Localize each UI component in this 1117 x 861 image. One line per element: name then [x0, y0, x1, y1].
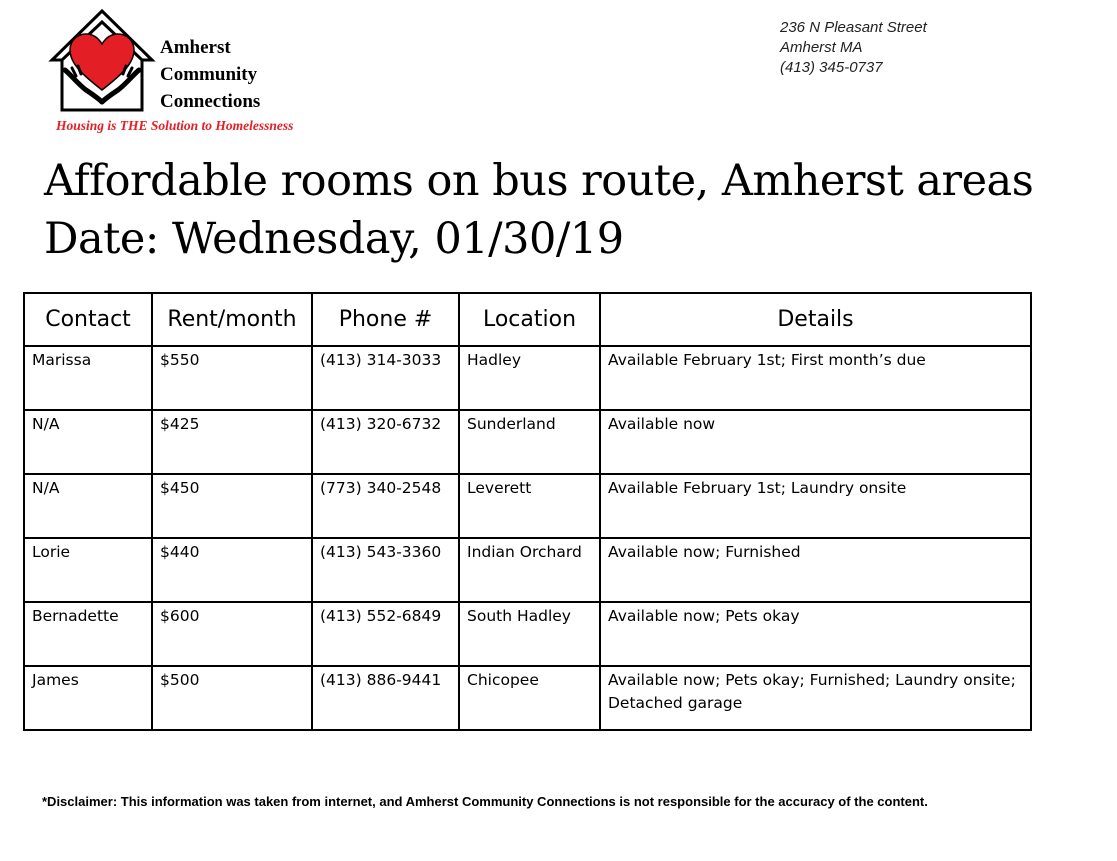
cell-contact: N/A: [24, 410, 152, 474]
cell-location: Indian Orchard: [459, 538, 600, 602]
cell-phone: (413) 320-6732: [312, 410, 459, 474]
cell-phone: (413) 552-6849: [312, 602, 459, 666]
address-street: 236 N Pleasant Street: [780, 19, 927, 36]
cell-contact: Lorie: [24, 538, 152, 602]
cell-rent: $425: [152, 410, 312, 474]
title-line-heading: Affordable rooms on bus route, Amherst areas: [44, 156, 1034, 206]
logo-name-line: Community: [160, 64, 258, 85]
cell-rent: $500: [152, 666, 312, 730]
listings-table: [23, 292, 1032, 731]
cell-phone: (773) 340-2548: [312, 474, 459, 538]
cell-details: Available February 1st; First month’s due: [600, 346, 1031, 410]
page-title: [44, 152, 1033, 268]
column-header-rent: Rent/month: [152, 293, 312, 346]
column-header-details: Details: [600, 293, 1031, 346]
table-row: [24, 474, 1031, 538]
cell-location: Hadley: [459, 346, 600, 410]
cell-location: Leverett: [459, 474, 600, 538]
column-header-contact: Contact: [24, 293, 152, 346]
cell-contact: N/A: [24, 474, 152, 538]
logo-wordmark: [160, 34, 260, 115]
cell-rent: $550: [152, 346, 312, 410]
cell-phone: (413) 314-3033: [312, 346, 459, 410]
organization-logo: [48, 8, 348, 138]
contact-address: [780, 18, 927, 78]
cell-contact: James: [24, 666, 152, 730]
title-line-date: Date: Wednesday, 01/30/19: [44, 214, 624, 264]
table-row: [24, 602, 1031, 666]
cell-location: South Hadley: [459, 602, 600, 666]
cell-phone: (413) 543-3360: [312, 538, 459, 602]
disclaimer-text: *Disclaimer: This information was taken from internet, and Amherst Community Connections is not responsible for the accuracy of the content.: [42, 794, 928, 809]
logo-name-line: Amherst: [160, 37, 231, 58]
cell-details: Available now; Pets okay: [600, 602, 1031, 666]
table-row: [24, 538, 1031, 602]
column-header-phone: Phone #: [312, 293, 459, 346]
cell-rent: $450: [152, 474, 312, 538]
cell-contact: Marissa: [24, 346, 152, 410]
cell-location: Chicopee: [459, 666, 600, 730]
table-header-row: [24, 293, 1031, 346]
cell-details: Available now; Furnished: [600, 538, 1031, 602]
cell-rent: $440: [152, 538, 312, 602]
cell-location: Sunderland: [459, 410, 600, 474]
table-row: [24, 666, 1031, 730]
column-header-location: Location: [459, 293, 600, 346]
cell-details: Available now: [600, 410, 1031, 474]
cell-details: Available now; Pets okay; Furnished; Laundry onsite; Detached garage: [600, 666, 1031, 730]
cell-rent: $600: [152, 602, 312, 666]
table-row: [24, 410, 1031, 474]
address-phone: (413) 345-0737: [780, 59, 883, 76]
logo-tagline: Housing is THE Solution to Homelessness: [56, 118, 294, 133]
cell-phone: (413) 886-9441: [312, 666, 459, 730]
address-city: Amherst MA: [780, 39, 863, 56]
table-row: [24, 346, 1031, 410]
cell-details: Available February 1st; Laundry onsite: [600, 474, 1031, 538]
cell-contact: Bernadette: [24, 602, 152, 666]
logo-name-line: Connections: [160, 91, 261, 112]
house-heart-hands-icon: [48, 8, 156, 116]
